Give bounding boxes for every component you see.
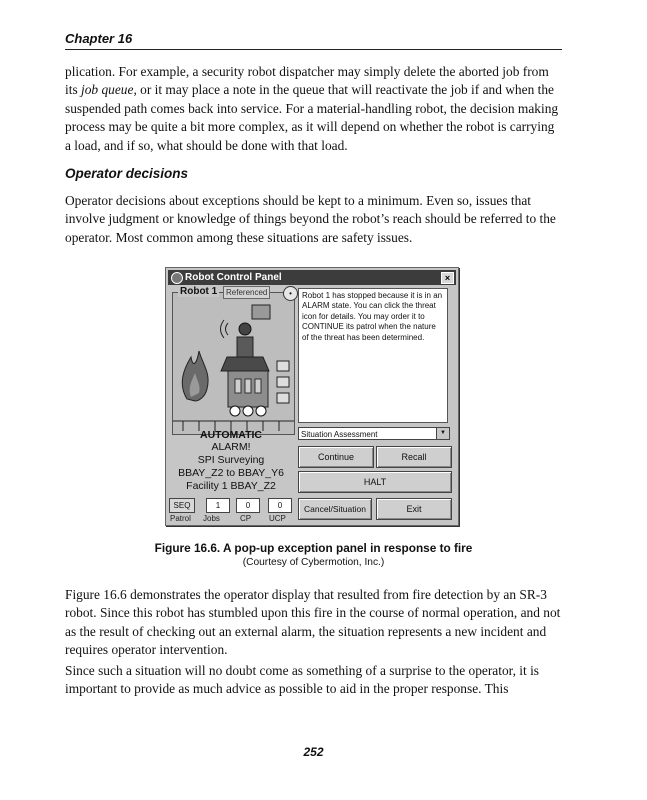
fire-robot-illustration [173, 293, 294, 434]
paragraph-1-part-a: plication. For example, a security robot dispatcher may simply delete the aborted job from its [65, 64, 549, 98]
camera-icon [239, 323, 251, 335]
alarm-message-box: Robot 1 has stopped because it is in an ALARM state. You can click the threat icon for details. You may order it to CONTINUE its patrol when the nature of the threat has been determined. [298, 288, 448, 423]
figure-credit: (Courtesy of Cybermotion, Inc.) [242, 557, 385, 568]
close-button[interactable]: × [441, 272, 454, 284]
robot-scene-view [172, 292, 295, 435]
paragraph-1 [65, 63, 562, 155]
status-mode: AUTOMATIC [199, 429, 263, 441]
chapter-label: Chapter 16 [65, 31, 133, 46]
status-route: BBAY_Z2 to BBAY_Y6 [178, 467, 284, 479]
section-heading: Operator decisions [65, 166, 189, 181]
status-location: Facility 1 BBAY_Z2 [186, 480, 276, 492]
status-activity: SPI Surveying [197, 454, 265, 466]
robot-name-label: Robot 1 [180, 286, 218, 297]
figure-caption: Figure 16.6. A pop-up exception panel in response to fire [154, 541, 473, 555]
threat-icon[interactable]: • [283, 286, 298, 301]
situation-dropdown[interactable] [298, 427, 450, 440]
ucp-counter: 0 [268, 498, 292, 513]
page-number: 252 [303, 745, 324, 759]
header-rule [65, 49, 562, 50]
exit-button[interactable]: Exit [376, 498, 452, 520]
panel-titlebar [168, 270, 456, 285]
referenced-badge: Referenced [223, 286, 270, 299]
seq-button[interactable]: SEQ [169, 498, 195, 513]
cp-label: CP [240, 514, 252, 523]
paragraph-1-emphasis: job queue [81, 82, 134, 98]
paragraph-4: Since such a situation will no doubt come as something of a surprise to the operator, it is important to provide as much advice as possible to aid in the proper response. This [65, 663, 540, 697]
paragraph-2: Operator decisions about exceptions should be kept to a minimum. Even so, issues that involve judgment or knowledge of things beyond the robot’s reach should be referred to the operator. Most common among these situations are safety issues. [65, 193, 556, 245]
halt-button[interactable]: HALT [298, 471, 452, 493]
status-alarm: ALARM! [211, 441, 251, 453]
grid-icon [277, 361, 289, 371]
paragraph-1-part-b: , or it may place a note in the queue that will reactivate the job if and when the suspended path comes back into service. For a material-handling robot, the decision making process may be quite a bit more complex, as it will depend on whether the robot is carrying a load, and if so, what should be done with that load. [65, 82, 559, 153]
recall-button[interactable]: Recall [376, 446, 452, 468]
cp-counter: 0 [236, 498, 260, 513]
ucp-label: UCP [269, 514, 286, 523]
running-header [65, 30, 562, 48]
chevron-down-icon[interactable]: ▼ [436, 428, 449, 439]
situation-dropdown-value: Situation Assessment [301, 430, 378, 439]
tower-icon [252, 305, 270, 319]
panel-title: Robot Control Panel [185, 272, 282, 283]
cancel-situation-button[interactable]: Cancel/Situation [298, 498, 372, 520]
continue-button[interactable]: Continue [298, 446, 374, 468]
paragraph-3: Figure 16.6 demonstrates the operator display that resulted from fire detection by an SR-3 robot. Since this robot has stumbled upon this fire in the course of normal operation, and not as the result of checking out an external alarm, the situation represents a new incident and requires operator intervention. [65, 587, 561, 658]
robot-control-panel [165, 267, 459, 526]
edit-icon [277, 393, 289, 403]
patrol-label: Patrol [170, 514, 191, 523]
app-icon [171, 272, 183, 284]
jobs-counter: 1 [206, 498, 230, 513]
jobs-label: Jobs [203, 514, 220, 523]
book-icon [277, 377, 289, 387]
